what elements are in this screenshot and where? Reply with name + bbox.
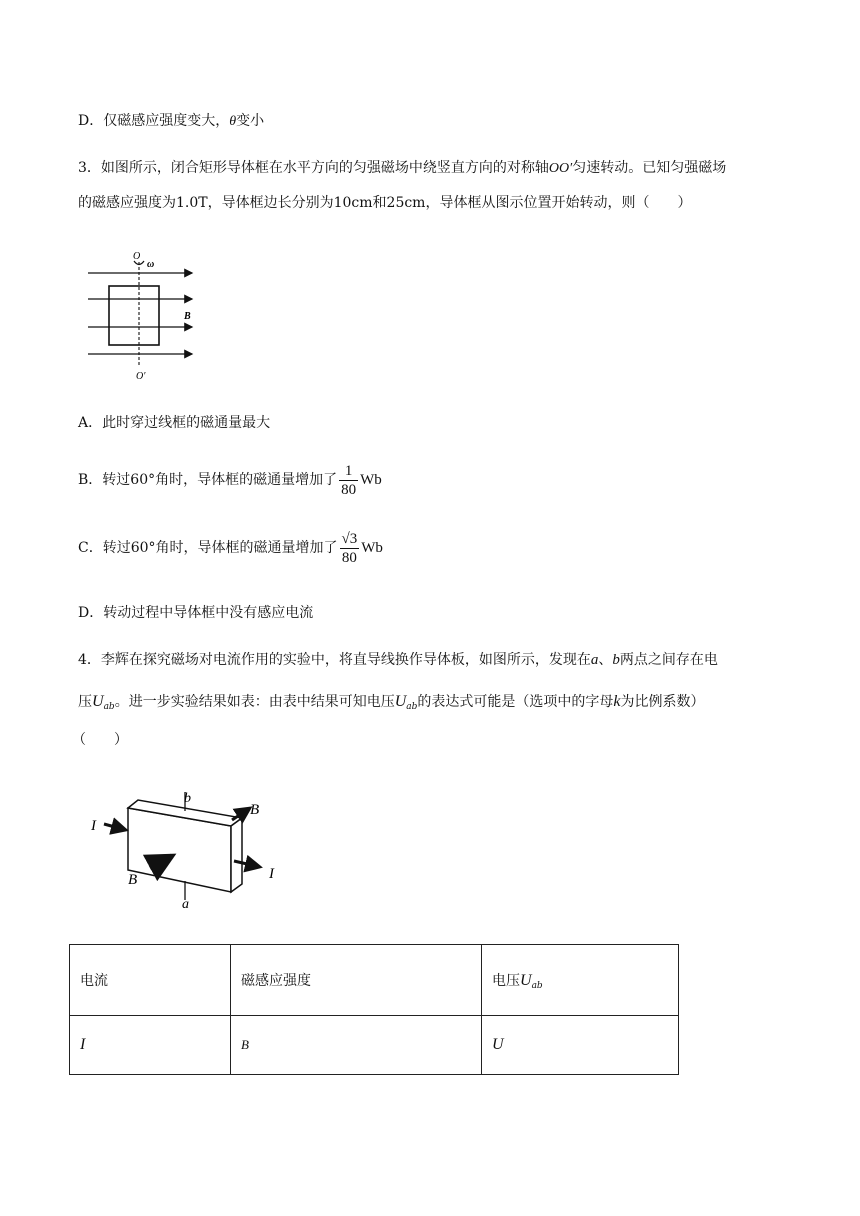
fraction-1-80: $\frac{1}{80}$ [341, 462, 357, 498]
cell-voltage: U [482, 1016, 679, 1075]
q3-stem-line1: 3．如图所示，闭合矩形导体框在水平方向的匀强磁场中绕竖直方向的对称轴OO′匀速转动。已知匀强磁场 [78, 160, 727, 176]
label-B-field: B [184, 311, 191, 322]
conductor-plate-side [231, 818, 242, 892]
cell-field-strength: B [231, 1016, 482, 1075]
figure-label-B-top: B [250, 802, 260, 818]
table-row [70, 1016, 679, 1075]
conductor-frame [109, 286, 159, 345]
point-b-label: b [612, 652, 620, 668]
label-O-top: O [133, 251, 141, 262]
q4-conductor-plate-figure [86, 784, 296, 910]
q3-rotating-frame-figure [84, 248, 214, 384]
q3-option-d: D．转动过程中导体框中没有感应电流 [78, 605, 314, 621]
figure-label-I-right: I [269, 866, 274, 882]
q3-option-b: B．转过60°角时，导体框的磁通量增加了 $\frac{1}{80}$ Wb [78, 462, 382, 498]
q3-option-c: C．转过60°角时，导体框的磁通量增加了 $\frac{√3}{80}$ Wb [78, 530, 383, 566]
q4-stem-line1: 4．李辉在探究磁场对电流作用的实验中，将直导线换作导体板，如图所示，发现在a、b两点之间存在电 [78, 652, 718, 668]
theta-symbol: θ [229, 114, 237, 129]
header-field-strength: 磁感应强度 [231, 945, 482, 1016]
q4-stem-line2: 压$U_{ab}$。进一步实验结果如表：由表中结果可知电压$U_{ab}$的表达式可能是（选项中的字母k为比例系数） [78, 693, 705, 712]
figure-label-I-left: I [91, 818, 96, 834]
q2-option-d: D．仅磁感应强度变大，θ变小 [78, 113, 265, 129]
table-header-row [70, 945, 679, 1016]
figure-label-b: b [184, 791, 191, 806]
header-current: 电流 [70, 945, 231, 1016]
fraction-sqrt3-80: $\frac{√3}{80}$ [341, 530, 358, 566]
q3-stem-line2: 的磁感应强度为1.0T，导体框边长分别为10cm和25cm，导体框从图示位置开始转动，则（ ） [78, 195, 692, 211]
figure-label-a: a [182, 897, 189, 910]
current-in-arrow-icon [104, 824, 126, 830]
point-a-label: a [590, 652, 599, 668]
label-omega: ω [147, 259, 155, 270]
q3-option-a: A．此时穿过线框的磁通量最大 [78, 415, 271, 431]
header-voltage: 电压$U_{ab}$ [482, 945, 679, 1016]
figure-label-B-bottom: B [128, 872, 138, 888]
label-O-bottom: O′ [136, 371, 146, 382]
results-table [69, 944, 679, 1075]
q4-answer-blank: （ ） [72, 732, 128, 748]
axis-label: OO′ [548, 161, 573, 176]
cell-current: I [70, 1016, 231, 1075]
